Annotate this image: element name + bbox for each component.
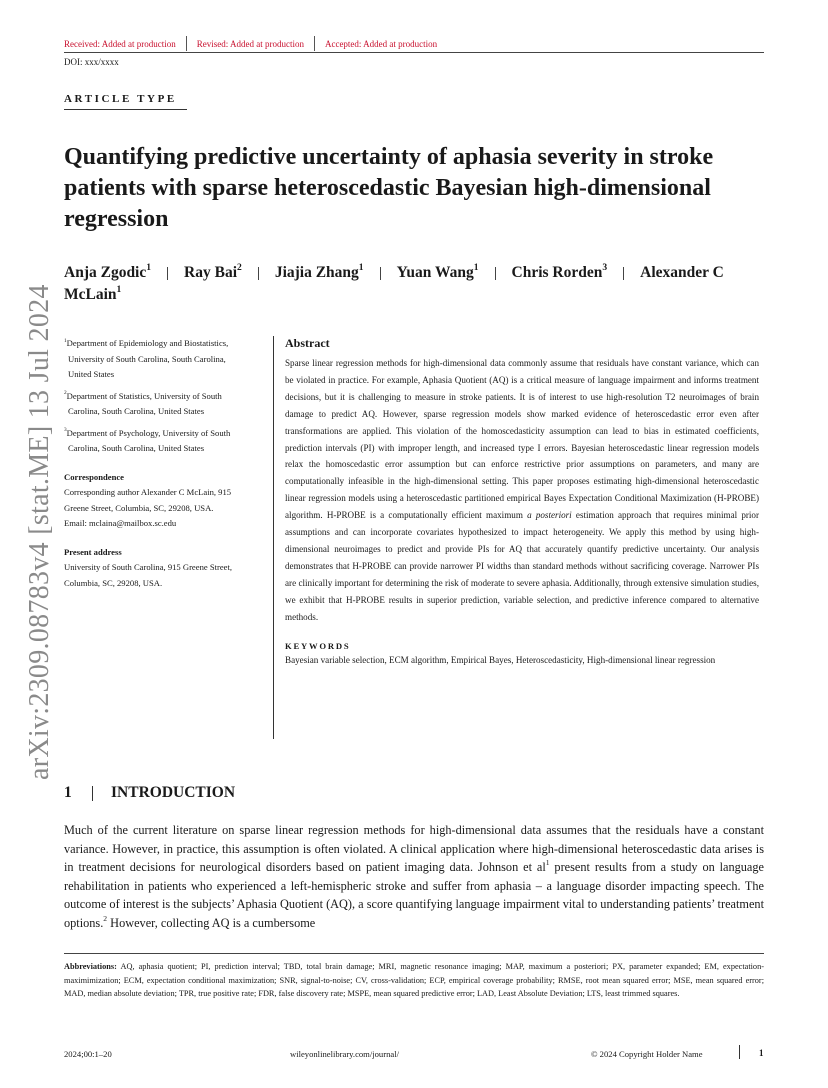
author-divider: [258, 267, 259, 280]
keywords-heading: KEYWORDS: [285, 640, 351, 651]
abstract-text: Sparse linear regression methods for high-dimensional data commonly assume that residuals have constant variance, which can be violated in practice. For example, Aphasia Quotient (AQ) is a critical measure of language impairment and informs treatment decisions, but it is challenging to measure in stroke patients. It is of interest to use high-resolution T2 neuroimages of brain damage to predict AQ. However, sparse regression models show marked evidence of heteroscedastic error even after transformations are applied. This violation of the homoscedasticity assumption can lead to bias in estimated coefficients, prediction intervals (PI) with improper length, and increased type I errors. Bayesian heteroscedastic linear regression models relax the homoscedastic error assumption but can enforce restrictive prior assumptions on parameters, and many are computationally infeasible in the high-dimensional setting. This paper proposes estimating high-dimensional heteroscedastic linear regression models using a heteroscedastic partitioned empirical Bayes Expectation Conditional Maximization (H-PROBE) algorithm. H-PROBE is a computationally efficient maximum a posteriori estimation approach that requires minimal prior assumptions and can incorporate covariates hypothesized to impact heterogeneity. We apply this method by using high-dimensional neuroimages to predict and provide PIs for AQ that accurately quantify predictive uncertainty. Our analysis demonstrates that H-PROBE can provide narrower PI widths than standard methods without sacrificing coverage. Narrower PIs are clinically important for determining the risk of moderate to severe aphasia. Additionally, through extensive simulation studies, we exhibit that H-PROBE results in superior prediction, variable selection, and predictive inference compared to alternative methods.: [285, 358, 759, 622]
abbreviations-footnote: Abbreviations: AQ, aphasia quotient; PI, prediction interval; TBD, total brain damage; MRI, magnetic resonance imaging; MAP, maximum a posteriori; PX, parameter expanded; EM, expectation-maximimization; ECM, expectation conditional maximization; SNR, signal-to-noise; CV, cross-validation; ECP, empirical coverage probability; RMSE, root mean squared error; MSE, mean squared error; MAD, median absolute deviation; TPR, true positive rate; FDR, false discovery rate; MSPE, mean squared predictive error; LAD, Least Absolute Deviation; LTS, least trimmed squares.: [64, 962, 764, 999]
author[interactable]: Chris Rorden$^3$: [511, 261, 608, 281]
footnote-rule: [64, 953, 764, 954]
history-divider: [314, 36, 315, 51]
arxiv-stamp: arXiv:2309.08783v4 [stat.ME] 13 Jul 2024: [24, 284, 55, 780]
footer-copyright: © 2024 Copyright Holder Name: [591, 1049, 703, 1059]
present-address-heading: Present address: [64, 546, 122, 557]
author-info-column: [64, 336, 264, 591]
footer-journal-url[interactable]: wileyonlinelibrary.com/journal/: [290, 1049, 399, 1059]
citation-ref[interactable]: 1: [545, 858, 550, 868]
section-title: INTRODUCTION: [111, 784, 236, 801]
citation-ref[interactable]: 2: [103, 913, 108, 923]
history-divider: [186, 36, 187, 51]
affiliation: $^3$Department of Psychology, University of South Carolina, South Carolina, United States: [64, 427, 231, 453]
email-link[interactable]: Email: mclaina@mailbox.sc.edu: [64, 518, 177, 528]
received-date: Received: Added at production: [64, 38, 176, 49]
page-number: 1: [759, 1048, 764, 1058]
paper-title: Quantifying predictive uncertainty of aphasia severity in stroke patients with sparse heteroscedastic Bayesian high-dimensional regression: [64, 144, 714, 232]
present-address-text: University of South Carolina, 915 Greene Street, Columbia, SC, 29208, USA.: [64, 562, 233, 588]
abstract-heading: Abstract: [285, 336, 330, 350]
section-number: 1: [64, 784, 72, 801]
keywords-text: Bayesian variable selection, ECM algorithm, Empirical Bayes, Heteroscedasticity, High-dimensional linear regression: [285, 654, 716, 665]
column-divider: [273, 336, 274, 739]
article-type-underline: [64, 109, 187, 110]
revised-date: Revised: Added at production: [196, 38, 304, 49]
abstract: [285, 336, 759, 668]
article-history: [64, 36, 447, 51]
header-rule: [64, 52, 764, 53]
author-list: [64, 262, 764, 306]
accepted-date: Accepted: Added at production: [324, 38, 438, 49]
correspondence-heading: Correspondence: [64, 471, 124, 482]
author[interactable]: Anja Zgodic$^1$: [64, 261, 152, 281]
affiliation: $^2$Department of Statistics, University of South Carolina, South Carolina, United States: [64, 390, 222, 416]
intro-paragraph: Much of the current literature on sparse linear regression methods for high-dimensional data assumes that the residuals have a constant variance. However, in practice, this assumption is often violated. A clinical application where high-dimensional heteroscedastic data arises is in treatment decisions for neurological disorders based on patient imaging data. Johnson et $al^1$ present results from a study on language rehabilitation in patients who experienced a left-hemispheric stroke and suffer from aphasia – a language disorder impacting speech. The outcome of interest is the subjects’ Aphasia Quotient (AQ), a score quantifying language impairment vital to understanding patients’ treatment options.$^2$ However, collecting AQ is a cumbersome: [64, 823, 764, 930]
footer-divider: [739, 1045, 740, 1059]
author-divider: [380, 267, 381, 280]
author[interactable]: Yuan Wang$^1$: [396, 261, 479, 281]
affiliation: $^1$Department of Epidemiology and Biostatistics, University of South Carolina, South Carolina, United States: [64, 337, 229, 379]
section-heading: [64, 784, 235, 802]
article-type: ARTICLE TYPE: [64, 93, 177, 105]
author[interactable]: Ray Bai$^2$: [184, 261, 242, 281]
author-divider: [167, 267, 168, 280]
correspondence-text: Corresponding author Alexander C McLain, 915 Greene Street, Columbia, SC, 29208, USA. Email: mclaina@mailbox.sc.edu: [64, 487, 232, 528]
author[interactable]: Jiajia Zhang$^1$: [274, 261, 364, 281]
author-divider: [495, 267, 496, 280]
author[interactable]: Alexander C McLain$^1$: [64, 264, 724, 303]
author-divider: [623, 267, 624, 280]
section-divider: [92, 786, 93, 801]
footer-volume: 2024;00:1–20: [64, 1049, 112, 1059]
doi: DOI: xxx/xxxx: [64, 57, 119, 67]
